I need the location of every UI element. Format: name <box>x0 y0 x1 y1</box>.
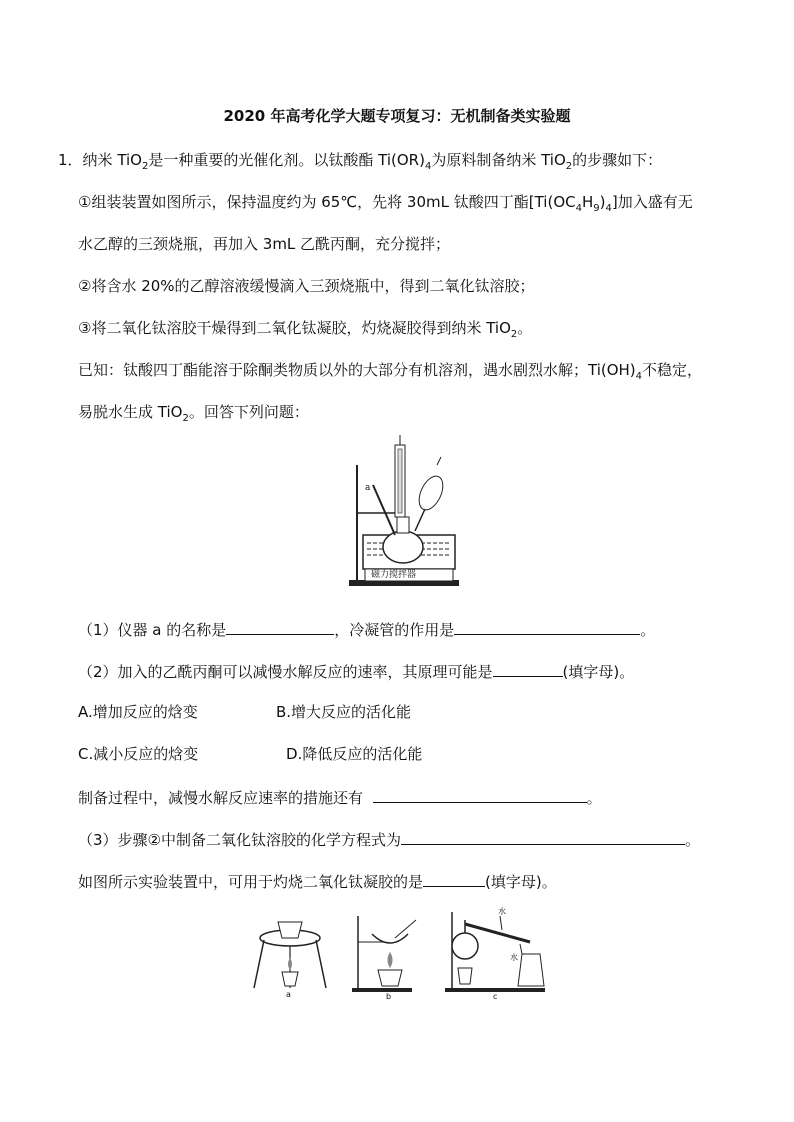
part-3: （3）步骤②中制备二氧化钛溶胶的化学方程式为 。 <box>78 828 700 850</box>
apparatus-figure <box>345 435 465 595</box>
water-label-out: 水 <box>510 953 518 962</box>
option-b: B.增大反应的活化能 <box>276 703 412 721</box>
step-1-line-2: 水乙醇的三颈烧瓶，再加入 3mL 乙酰丙酮，充分搅拌； <box>78 235 451 253</box>
option-c: C.减小反应的焓变 <box>78 745 199 763</box>
answer-blank[interactable] <box>423 870 485 887</box>
answer-blank[interactable] <box>401 828 685 845</box>
stirrer-label: 磁力搅拌器 <box>371 570 417 580</box>
figure-a-tripod-crucible <box>254 922 326 988</box>
known-info-line-1: 已知：钛酸四丁酯能溶于除酮类物质以外的大部分有机溶剂，遇水剧烈水解；$Ti(OH)_4$不稳定， <box>78 361 703 382</box>
figure-b-label: b <box>386 992 392 1001</box>
answer-blank[interactable] <box>373 786 587 803</box>
question-1-intro: 1．纳米 TiO$_2$是一种重要的光催化剂。以钛酸酯 $Ti(OR)_4$为原料制备纳米 TiO$_2$的步骤如下： <box>58 151 663 172</box>
answer-blank[interactable] <box>454 618 640 635</box>
page-title: 2020 年高考化学大题专项复习：无机制备类实验题 <box>223 107 571 125</box>
part-2: （2）加入的乙酰丙酮可以减慢水解反应的速率，其原理可能是 (填字母)。 <box>78 660 634 682</box>
step-2: ②将含水 20%的乙醇溶液缓慢滴入三颈烧瓶中，得到二氧化钛溶胶； <box>78 277 535 295</box>
figure-b-evaporating-dish <box>352 916 416 992</box>
figure-a-label: a <box>286 990 291 999</box>
figure-c-label: c <box>493 992 498 1001</box>
apparatus-options-figure <box>240 908 550 1003</box>
measures-line: 制备过程中，减慢水解反应速率的措施还有 。 <box>78 786 602 808</box>
step-3: ③将二氧化钛溶胶干燥得到二氧化钛凝胶，灼烧凝胶得到纳米 TiO$_2$。 <box>78 319 533 340</box>
answer-blank[interactable] <box>493 660 563 677</box>
option-d: D.降低反应的活化能 <box>286 745 423 763</box>
water-label-in: 水 <box>498 907 506 916</box>
answer-blank[interactable] <box>226 618 334 635</box>
part-3-question: 如图所示实验装置中，可用于灼烧二氧化钛凝胶的是 (填字母)。 <box>78 870 557 892</box>
option-a: A.增加反应的焓变 <box>78 703 198 721</box>
step-1-line-1: ①组装装置如图所示，保持温度约为 65℃，先将 30mL 钛酸四丁酯$[Ti(OC_4H_9)_4]$加入盛有无 <box>78 193 693 214</box>
figure-c-distillation <box>445 912 545 992</box>
question-number: 1． <box>58 151 83 169</box>
part-1: （1）仪器 a 的名称是 ，冷凝管的作用是 。 <box>78 618 655 640</box>
known-info-line-2: 易脱水生成 TiO$_2$。回答下列问题： <box>78 403 309 424</box>
apparatus-label-a: a <box>365 483 371 493</box>
